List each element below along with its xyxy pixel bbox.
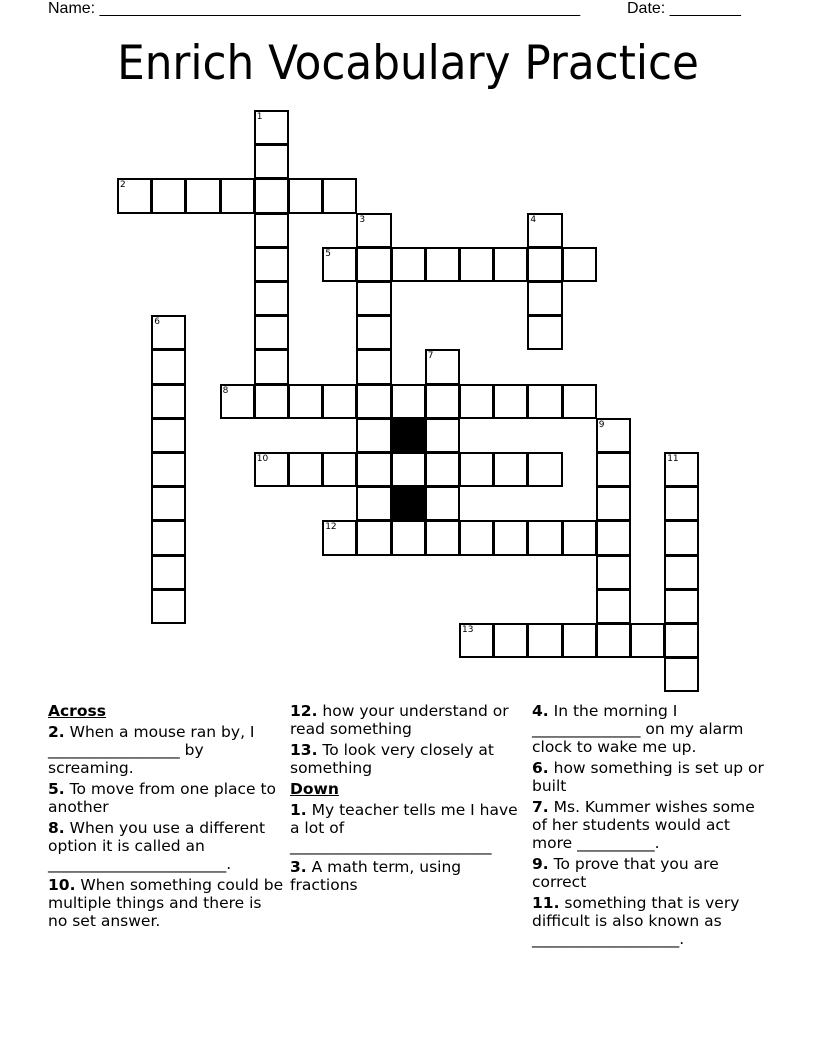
- crossword-cell[interactable]: [493, 623, 528, 658]
- crossword-cell[interactable]: [254, 178, 289, 213]
- crossword-cell[interactable]: [459, 384, 494, 419]
- crossword-cell[interactable]: [288, 178, 323, 213]
- clue-number: 1: [256, 112, 263, 122]
- crossword-cell[interactable]: [254, 247, 289, 282]
- date-field[interactable]: Date: ________: [627, 0, 741, 17]
- crossword-cell[interactable]: [185, 178, 220, 213]
- name-field[interactable]: Name: ______________________________________________________: [48, 0, 581, 17]
- crossword-cell[interactable]: [459, 452, 494, 487]
- crossword-cell[interactable]: [527, 384, 562, 419]
- crossword-cell[interactable]: [596, 418, 631, 453]
- black-cell: [391, 418, 426, 453]
- crossword-cell[interactable]: [254, 213, 289, 248]
- crossword-cell[interactable]: [596, 452, 631, 487]
- crossword-cell[interactable]: [151, 486, 186, 521]
- crossword-cell[interactable]: [391, 452, 426, 487]
- crossword-cell[interactable]: [664, 486, 699, 521]
- clue-down-4: 4. In the morning I ______________ on my alarm clock to wake me up.: [532, 702, 744, 756]
- crossword-cell[interactable]: [596, 589, 631, 624]
- crossword-cell[interactable]: [356, 418, 391, 453]
- clue-across-8: 8. When you use a different option it is called an _______________________.: [48, 819, 266, 873]
- clue-across-13: 13. To look very closely at something: [290, 741, 494, 777]
- clue-number: 2: [120, 180, 126, 191]
- crossword-cell[interactable]: [562, 623, 597, 658]
- crossword-cell[interactable]: [527, 315, 562, 350]
- crossword-cell[interactable]: [117, 178, 152, 213]
- crossword-cell[interactable]: [562, 384, 597, 419]
- crossword-cell[interactable]: [493, 520, 528, 555]
- clue-number: 9: [598, 419, 605, 430]
- clue-number: 11: [667, 454, 679, 464]
- crossword-cell[interactable]: [562, 247, 597, 282]
- crossword-cell[interactable]: [459, 247, 494, 282]
- crossword-cell[interactable]: [391, 384, 426, 419]
- crossword-cell[interactable]: [151, 384, 186, 419]
- clue-across-5: 5. To move from one place to another: [48, 780, 277, 816]
- crossword-cell[interactable]: [356, 281, 391, 316]
- crossword-cell[interactable]: [664, 657, 699, 692]
- clue-across-10: 10. When something could be multiple things and there is no set answer.: [48, 876, 284, 930]
- clues-column-3: [532, 702, 772, 951]
- crossword-cell[interactable]: [425, 349, 460, 384]
- crossword-cell[interactable]: [425, 384, 460, 419]
- crossword-cell[interactable]: [596, 555, 631, 590]
- clue-down-11: 11. something that is very difficult is also known as ___________________.: [532, 894, 740, 948]
- crossword-cell[interactable]: [596, 486, 631, 521]
- crossword-cell[interactable]: [356, 520, 391, 555]
- crossword-cell[interactable]: [356, 486, 391, 521]
- crossword-cell[interactable]: [527, 452, 562, 487]
- crossword-cell[interactable]: [151, 315, 186, 350]
- crossword-cell[interactable]: [151, 555, 186, 590]
- clue-number: 3: [359, 214, 366, 225]
- black-cell: [391, 486, 426, 521]
- crossword-cell[interactable]: [527, 247, 562, 282]
- crossword-cell[interactable]: [425, 452, 460, 487]
- crossword-cell[interactable]: [391, 247, 426, 282]
- crossword-cell[interactable]: [493, 452, 528, 487]
- down-heading: Down: [290, 780, 339, 798]
- clue-down-1: 1. My teacher tells me I have a lot of __________________________: [290, 801, 518, 855]
- crossword-cell[interactable]: [151, 178, 186, 213]
- crossword-cell[interactable]: [288, 452, 323, 487]
- clues-column-2: [290, 702, 526, 897]
- clue-number: 4: [530, 214, 537, 225]
- crossword-cell[interactable]: [459, 520, 494, 555]
- across-heading: Across: [48, 702, 106, 720]
- crossword-cell[interactable]: [527, 281, 562, 316]
- crossword-cell[interactable]: [254, 144, 289, 179]
- clue-number: 6: [154, 317, 160, 328]
- crossword-cell[interactable]: [322, 247, 357, 282]
- crossword-cell[interactable]: [664, 452, 699, 487]
- crossword-cell[interactable]: [322, 384, 357, 419]
- crossword-cell[interactable]: [630, 623, 665, 658]
- clue-number: 7: [427, 351, 434, 362]
- crossword-cell[interactable]: [425, 520, 460, 555]
- crossword-cell[interactable]: [527, 213, 562, 248]
- crossword-cell[interactable]: [596, 623, 631, 658]
- crossword-cell[interactable]: [254, 315, 289, 350]
- clue-number: 13: [462, 625, 474, 635]
- crossword-cell[interactable]: [664, 555, 699, 590]
- crossword-cell[interactable]: [527, 520, 562, 555]
- clue-number: 5: [325, 248, 331, 259]
- crossword-cell[interactable]: [356, 247, 391, 282]
- crossword-cell[interactable]: [493, 384, 528, 419]
- crossword-cell[interactable]: [151, 349, 186, 384]
- clue-down-3: 3. A math term, using fractions: [290, 858, 462, 894]
- crossword-cell[interactable]: [527, 623, 562, 658]
- crossword-cell[interactable]: [459, 623, 494, 658]
- crossword-cell[interactable]: [562, 520, 597, 555]
- crossword-cell[interactable]: [493, 247, 528, 282]
- crossword-cell[interactable]: [425, 247, 460, 282]
- clue-across-12: 12. how your understand or read something: [290, 702, 509, 738]
- crossword-cell[interactable]: [356, 349, 391, 384]
- page-title: Enrich Vocabulary Practice: [117, 36, 699, 91]
- crossword-cell[interactable]: [425, 418, 460, 453]
- crossword-cell[interactable]: [425, 486, 460, 521]
- crossword-cell[interactable]: [254, 281, 289, 316]
- crossword-cell[interactable]: [356, 213, 391, 248]
- crossword-cell[interactable]: [356, 384, 391, 419]
- crossword-cell[interactable]: [288, 384, 323, 419]
- crossword-cell[interactable]: [151, 452, 186, 487]
- crossword-cell[interactable]: [322, 178, 357, 213]
- crossword-cell[interactable]: [596, 520, 631, 555]
- clue-down-6: 6. how something is set up or built: [532, 759, 764, 795]
- crossword-cell[interactable]: [356, 452, 391, 487]
- clues-column-1: [48, 702, 284, 933]
- crossword-cell[interactable]: [664, 520, 699, 555]
- crossword-cell[interactable]: [254, 349, 289, 384]
- crossword-cell[interactable]: [151, 418, 186, 453]
- crossword-cell[interactable]: [254, 384, 289, 419]
- clue-down-7: 7. Ms. Kummer wishes some of her students would act more __________.: [532, 798, 755, 852]
- crossword-cell[interactable]: [254, 110, 289, 145]
- clue-number: 10: [256, 454, 269, 464]
- crossword-cell[interactable]: [664, 623, 699, 658]
- crossword-cell[interactable]: [322, 452, 357, 487]
- crossword-cell[interactable]: [151, 520, 186, 555]
- crossword-cell[interactable]: [664, 589, 699, 624]
- crossword-cell[interactable]: [356, 315, 391, 350]
- clue-number: 8: [222, 385, 229, 396]
- clue-across-2: 2. When a mouse ran by, I _________________ by screaming.: [48, 723, 255, 777]
- crossword-cell[interactable]: [322, 520, 357, 555]
- clue-down-9: 9. To prove that you are correct: [532, 855, 719, 891]
- crossword-cell[interactable]: [220, 178, 255, 213]
- crossword-cell[interactable]: [151, 589, 186, 624]
- crossword-cell[interactable]: [220, 384, 255, 419]
- clue-number: 12: [325, 522, 337, 533]
- crossword-cell[interactable]: [254, 452, 289, 487]
- crossword-cell[interactable]: [391, 520, 426, 555]
